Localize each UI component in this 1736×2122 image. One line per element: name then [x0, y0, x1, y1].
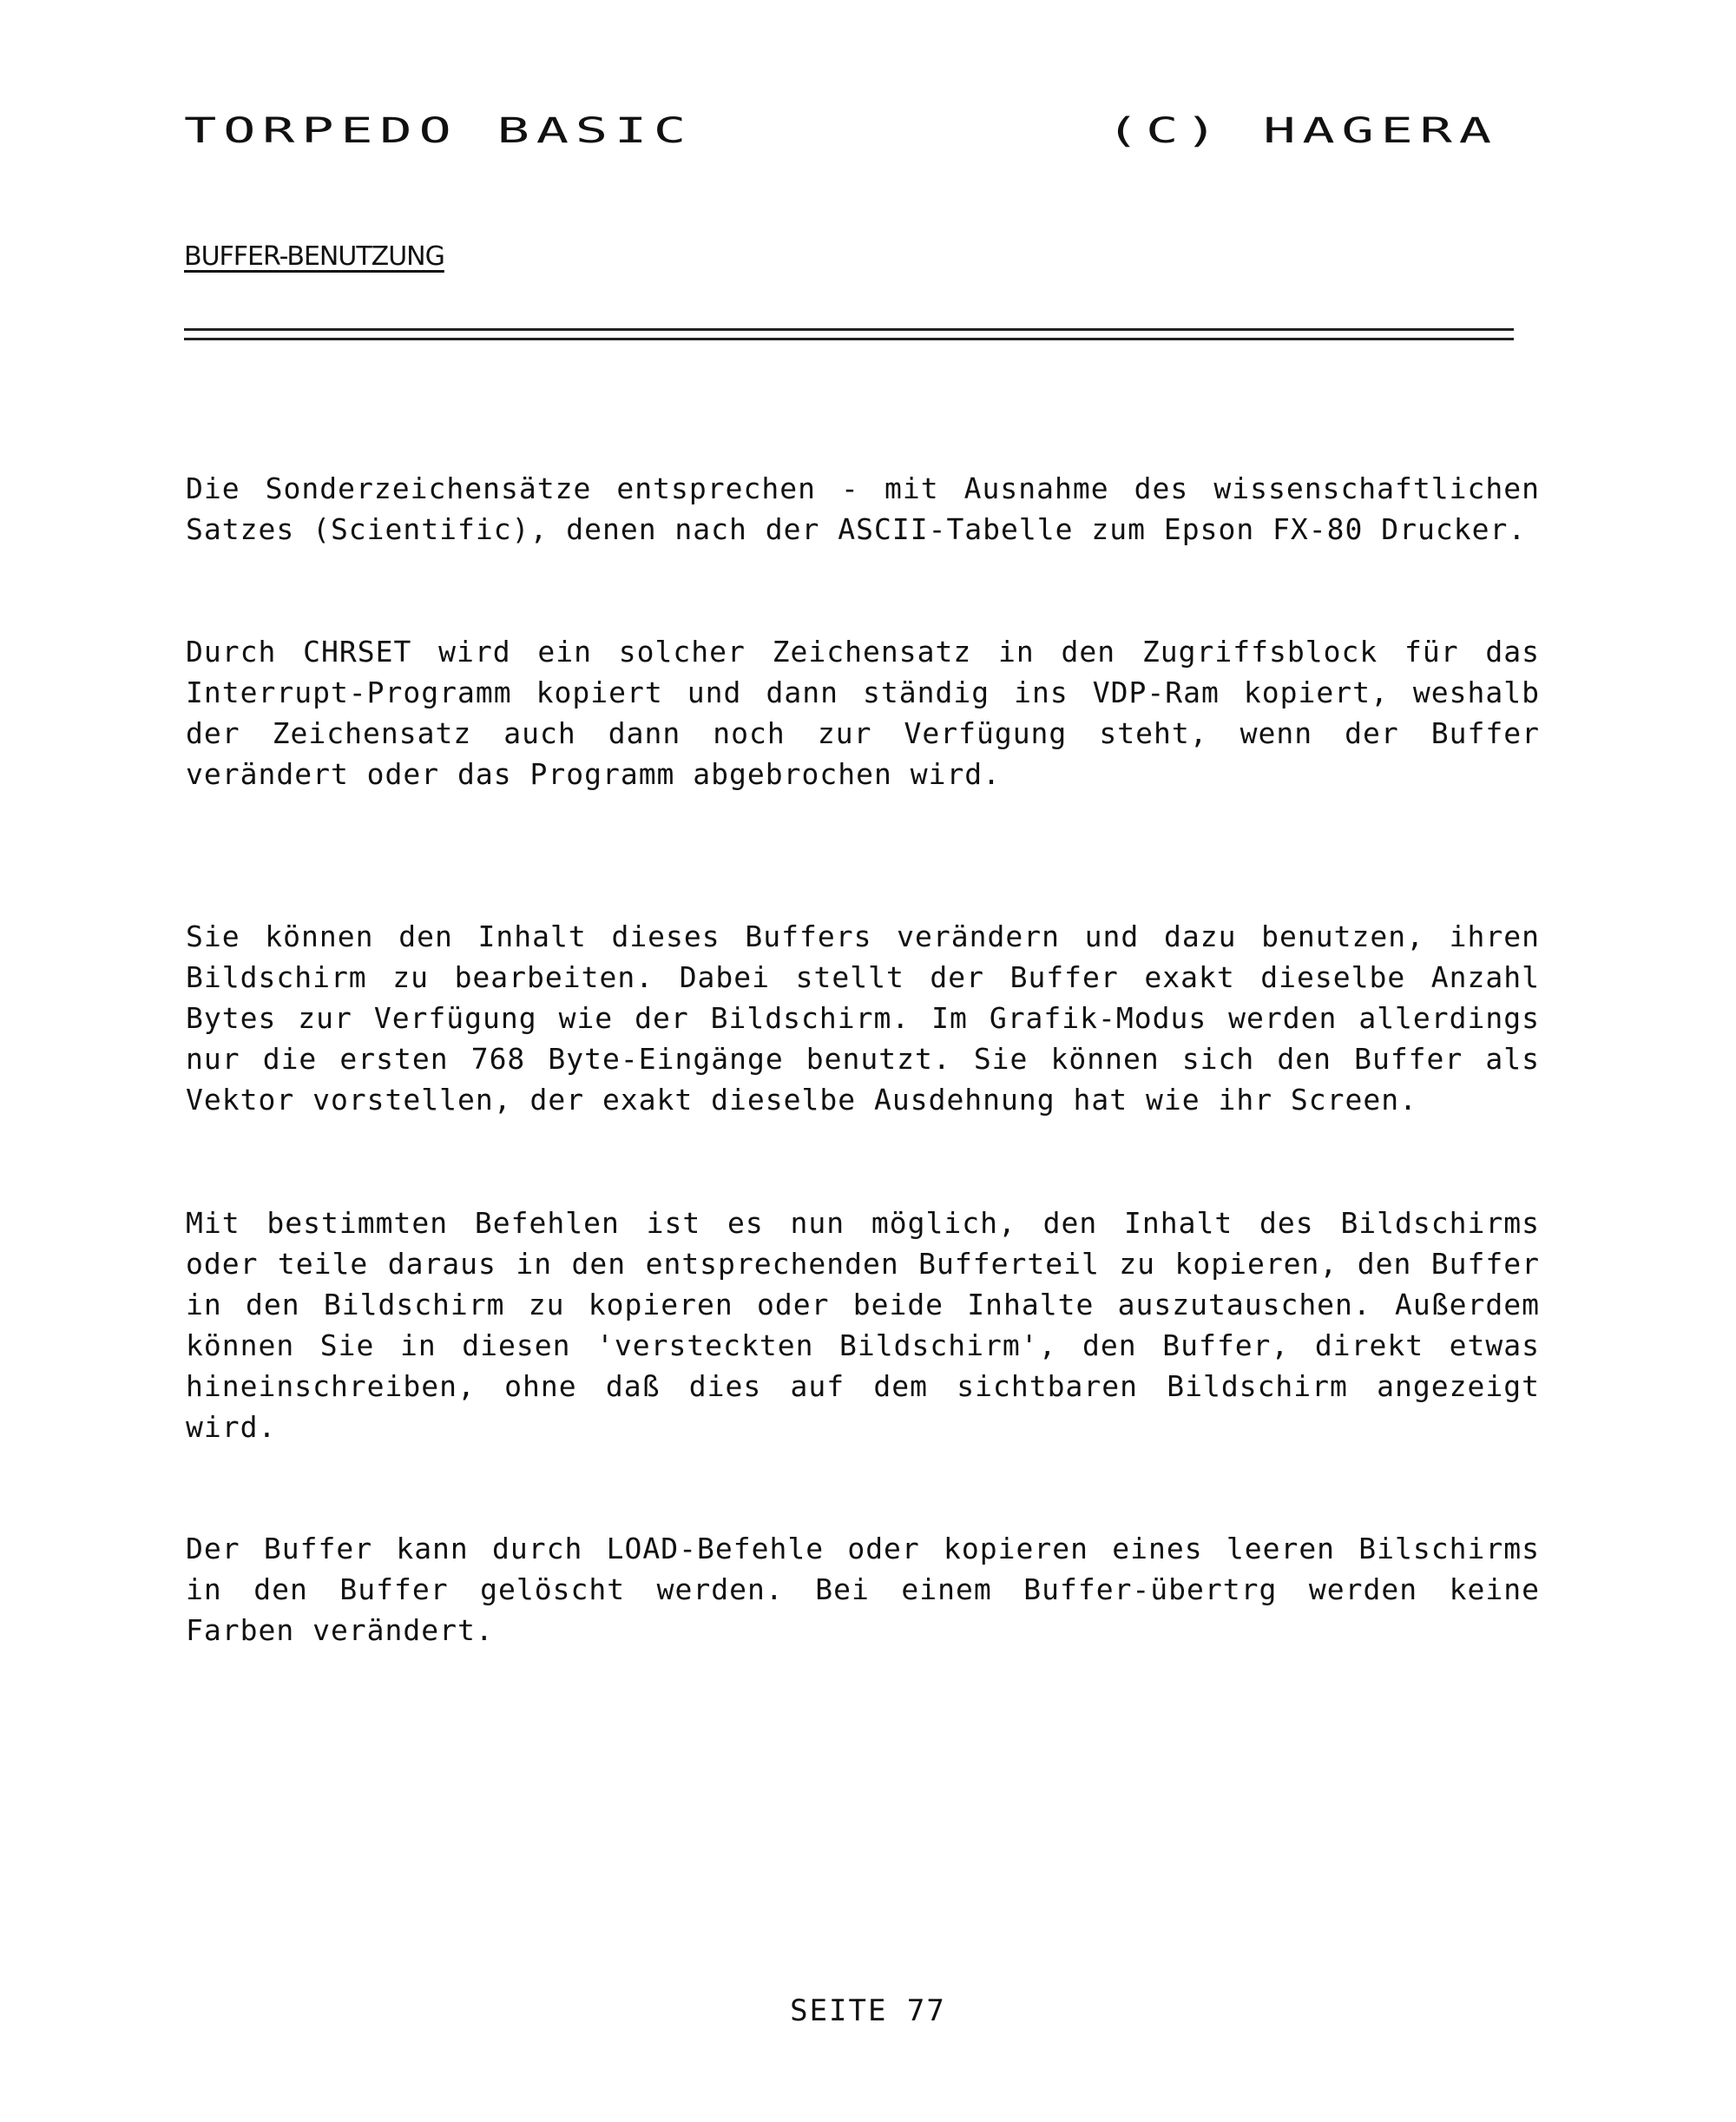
paragraph: Die Sonderzeichensätze entsprechen - mit Ausnahme des wissenschaftlichen Satzes (Scientific), denen nach der ASCII-Tabelle zum Epson FX-80 Drucker. — [186, 471, 1540, 546]
paragraph: Durch CHRSET wird ein solcher Zeichensatz in den Zugriffsblock für das Interrupt-Programm kopiert und dann ständig ins VDP-Ram kopiert, weshalb der Zeichensatz auch dann noch zur Verfügung steht, wenn der Buffer verändert oder das Programm abgebrochen wird. — [186, 635, 1540, 791]
page-header — [184, 111, 1498, 163]
paragraph: Mit bestimmten Befehlen ist es nun möglich, den Inhalt des Bildschirms oder teile daraus in den entsprechenden Bufferteil zu kopieren, den Buffer in den Bildschirm zu kopieren oder beide Inhalte auszutauschen. Außerdem können Sie in diesen 'versteckten Bildschirm', den Buffer, direkt etwas hineinschreiben, ohne daß dies auf dem sichtbaren Bildschirm angezeigt wird. — [186, 1206, 1540, 1444]
paragraph: Sie können den Inhalt dieses Buffers verändern und dazu benutzen, ihren Bildschirm zu bearbeiten. Dabei stellt der Buffer exakt dieselbe Anzahl Bytes zur Verfügung wie der Bildschirm. Im Grafik-Modus werden allerdings nur die ersten 768 Byte-Eingänge benutzt. Sie können sich den Buffer als Vektor vorstellen, der exakt dieselbe Ausdehnung hat wie ihr Screen. — [186, 919, 1540, 1117]
section-heading: BUFFER-BENUTZUNG — [184, 241, 444, 272]
paragraph: Der Buffer kann durch LOAD-Befehle oder kopieren eines leeren Bilschirms in den Buffer gelöscht werden. Bei einem Buffer-übertrg werden keine Farben verändert. — [186, 1532, 1540, 1647]
divider-rule — [184, 328, 1514, 340]
document-title: TORPEDO BASIC — [184, 111, 694, 151]
page-number: SEITE 77 — [790, 1993, 946, 2028]
publisher-credit: (C) HAGERA — [1107, 111, 1498, 151]
